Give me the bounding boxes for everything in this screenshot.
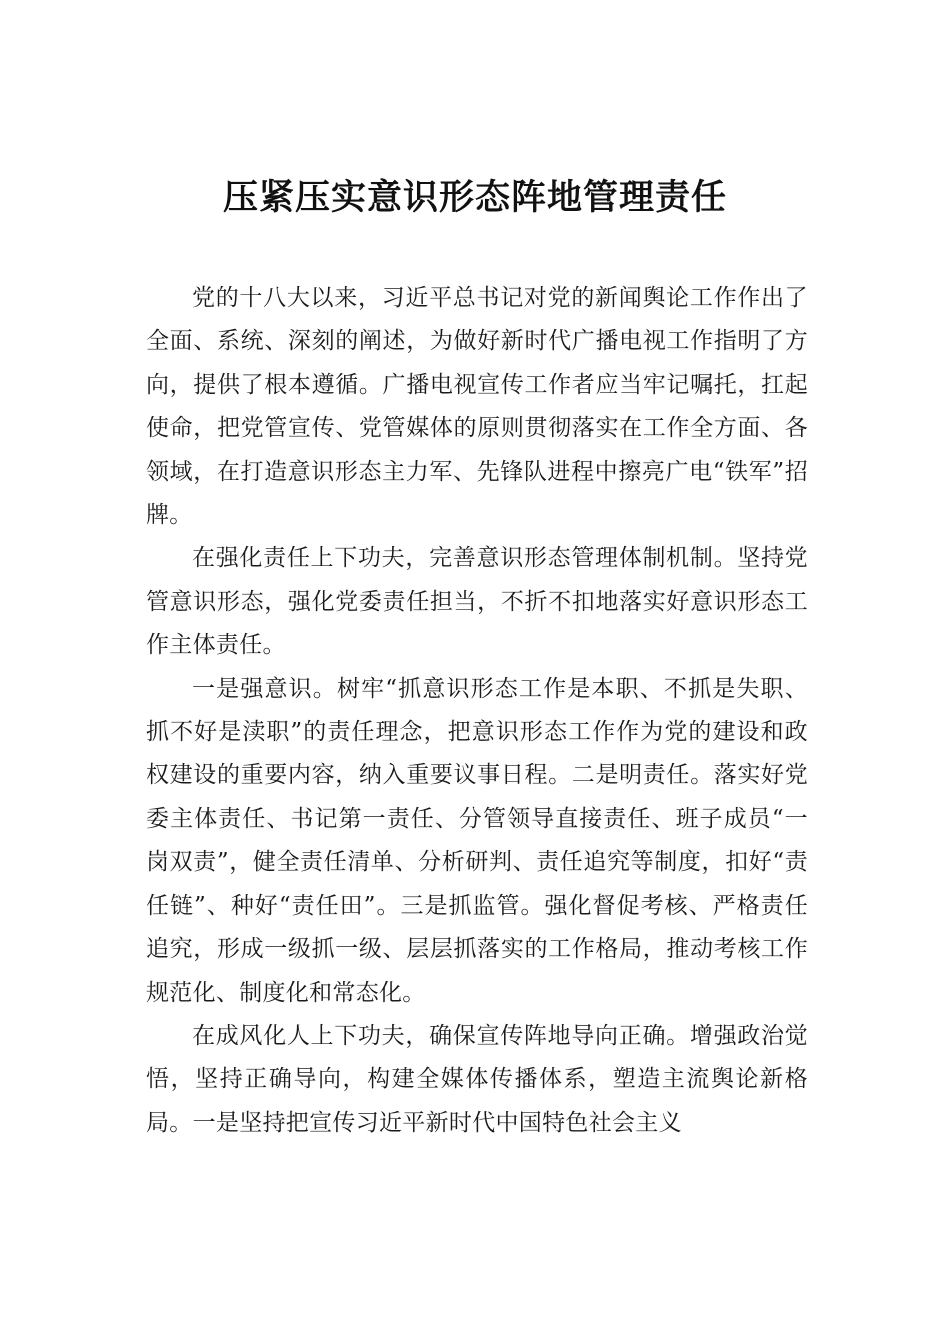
paragraph-4: 在成风化人上下功夫，确保宣传阵地导向正确。增强政治觉悟，坚持正确导向，构建全媒体传播体系，塑造主流舆论新格局。一是坚持把宣传习近平新时代中国特色社会主义: [146, 1022, 808, 1136]
paragraph-2: 在强化责任上下功夫，完善意识形态管理体制机制。坚持党管意识形态，强化党委责任担当，不折不扣地落实好意识形态工作主体责任。: [146, 545, 808, 659]
document-body: [146, 277, 808, 1145]
paragraph-3: 一是强意识。树牢“抓意识形态工作是本职、不抓是失职、抓不好是渎职”的责任理念，把意识形态工作作为党的建设和政权建设的重要内容，纳入重要议事日程。二是明责任。落实好党委主体责任、书记第一责任、分管领导直接责任、班子成员“一岗双责”，健全责任清单、分析研判、责任追究等制度，扣好“责任链”、种好“责任田”。三是抓监管。强化督促考核、严格责任追究，形成一级抓一级、层层抓落实的工作格局，推动考核工作规范化、制度化和常态化。: [146, 675, 808, 1006]
document-title: 压紧压实意识形态阵地管理责任: [222, 177, 727, 218]
paragraph-1: 党的十八大以来，习近平总书记对党的新闻舆论工作作出了全面、系统、深刻的阐述，为做好新时代广播电视工作指明了方向，提供了根本遵循。广播电视宣传工作者应当牢记嘱托，扛起使命，把党管宣传、党管媒体的原则贯彻落实在工作全方面、各领域，在打造意识形态主力军、先锋队进程中擦亮广电“铁军”招牌。: [146, 285, 808, 529]
